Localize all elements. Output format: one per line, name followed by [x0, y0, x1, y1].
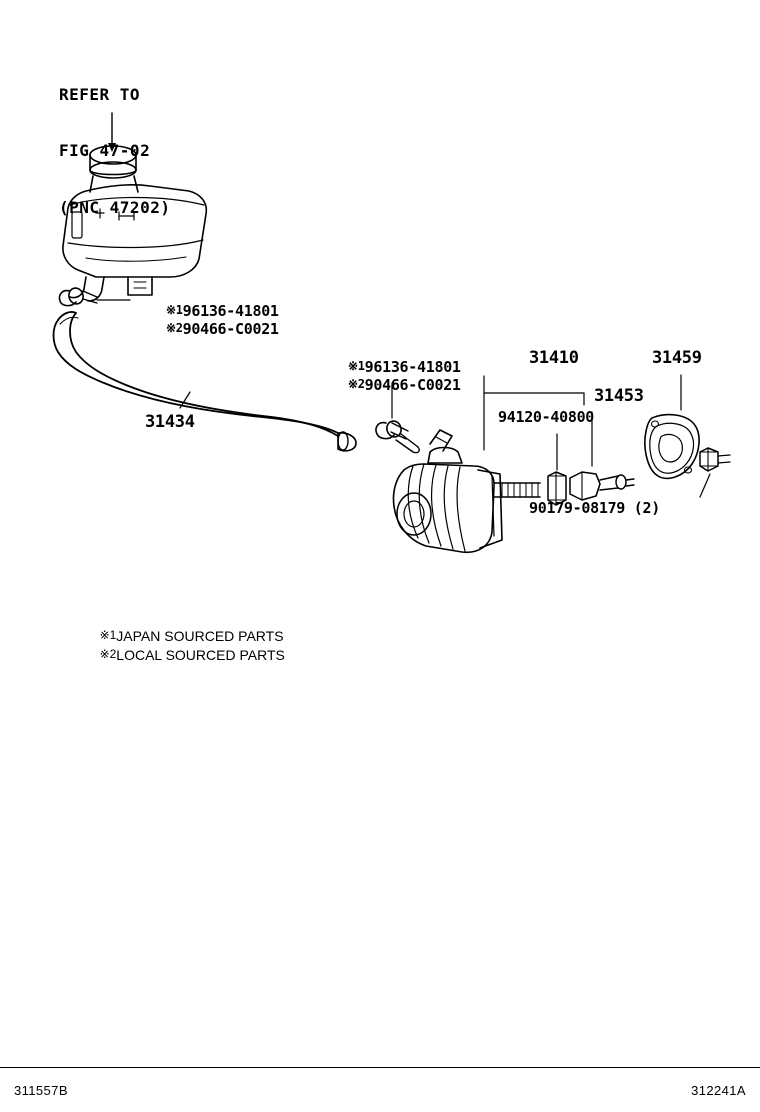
- legend-mark-2: ※2: [99, 646, 117, 661]
- callout-cylinder-clip-2: [313, 359, 461, 412]
- footer-right-code: 312241A: [691, 1083, 746, 1098]
- callout-reservoir-clip-1-text: 96136-41801: [182, 301, 279, 320]
- source-mark-2b: ※2: [347, 376, 365, 391]
- callout-bolt: 90179-08179 (2): [529, 499, 660, 517]
- callout-gasket: 31459: [652, 348, 702, 368]
- callout-cylinder-clip-2-text: 90466-C0021: [364, 375, 461, 394]
- source-mark-1b: ※1: [347, 358, 365, 373]
- source-mark-1: ※1: [165, 302, 183, 317]
- callout-reservoir-clip-2-text: 90466-C0021: [182, 319, 279, 338]
- refer-to-line1: REFER TO: [59, 84, 141, 104]
- footer-divider: [0, 1067, 760, 1068]
- callout-push-rod: 31453: [594, 386, 644, 406]
- refer-to-line3: (PNC 47202): [59, 198, 171, 217]
- callout-hose: 31434: [145, 412, 195, 432]
- legend-mark-1: ※1: [99, 627, 117, 642]
- callout-cylinder-clip-1-text: 96136-41801: [364, 357, 461, 376]
- callout-master-cylinder: 31410: [529, 348, 579, 368]
- callout-nut: 94120-40800: [498, 408, 595, 426]
- refer-to-note: [59, 48, 170, 256]
- legend-text-2: LOCAL SOURCED PARTS: [116, 646, 285, 663]
- refer-to-line2: FIG 47-02: [59, 141, 151, 161]
- callout-reservoir-clip-2: [131, 303, 279, 356]
- legend-text-1: JAPAN SOURCED PARTS: [116, 627, 284, 644]
- footer-left-code: 311557B: [14, 1083, 68, 1098]
- legend-local-sourced: [84, 627, 285, 680]
- source-mark-2: ※2: [165, 320, 183, 335]
